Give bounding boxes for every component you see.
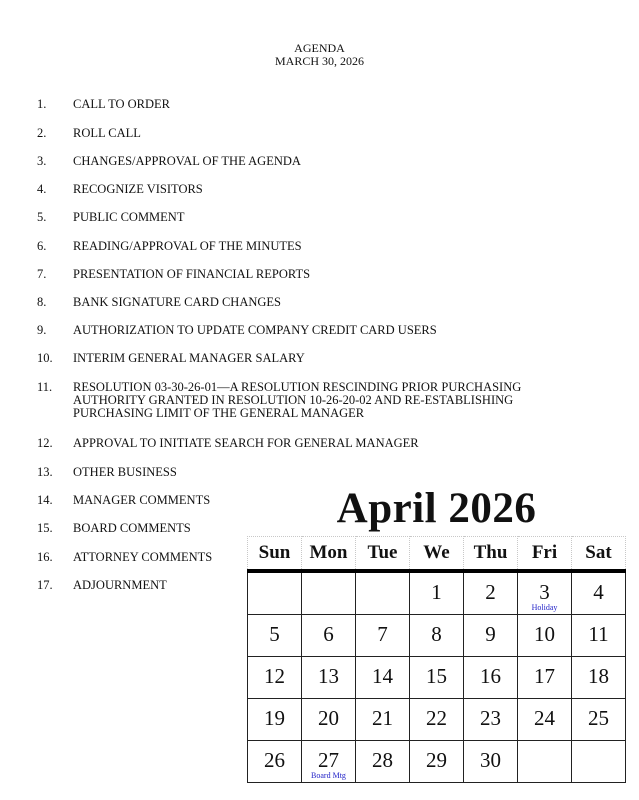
calendar-day-cell: [410, 657, 464, 699]
agenda-item-text: OTHER BUSINESS: [73, 465, 177, 479]
calendar-empty-cell: [356, 571, 410, 615]
agenda-item-number: 10.: [37, 351, 53, 365]
calendar-day-cell: [518, 571, 572, 615]
day-number: 21: [372, 706, 393, 730]
agenda-item-line: RESOLUTION 03-30-26-01—A RESOLUTION RESCINDING PRIOR PURCHASING: [73, 380, 522, 394]
agenda-item-text: PUBLIC COMMENT: [73, 210, 185, 224]
day-number: 20: [318, 706, 339, 730]
agenda-item-line: PURCHASING LIMIT OF THE GENERAL MANAGER: [73, 406, 365, 420]
day-number: 27: [318, 748, 339, 772]
day-number: 9: [485, 622, 496, 646]
calendar-empty-cell: [572, 741, 626, 783]
weekday-label: Mon: [302, 537, 356, 572]
agenda-item-text: CHANGES/APPROVAL OF THE AGENDA: [73, 154, 301, 168]
day-number: 10: [534, 622, 555, 646]
agenda-item-number: 17.: [37, 578, 53, 592]
calendar-day-cell: [572, 615, 626, 657]
agenda-item-number: 14.: [37, 493, 53, 507]
calendar-week-row: [248, 615, 626, 657]
agenda-item-text: [73, 381, 573, 420]
calendar-day-cell: [572, 571, 626, 615]
day-number: 14: [372, 664, 393, 688]
agenda-item-text: BOARD COMMENTS: [73, 521, 191, 535]
agenda-item-text: CALL TO ORDER: [73, 97, 170, 111]
day-number: 3: [539, 580, 550, 604]
weekday-label: Sun: [248, 537, 302, 572]
agenda-item-text: ROLL CALL: [73, 126, 141, 140]
agenda-item-text: ATTORNEY COMMENTS: [73, 550, 213, 564]
day-number: 22: [426, 706, 447, 730]
agenda-item-text: AUTHORIZATION TO UPDATE COMPANY CREDIT CARD USERS: [73, 323, 437, 337]
agenda-item-text: BANK SIGNATURE CARD CHANGES: [73, 295, 282, 309]
calendar-empty-cell: [518, 741, 572, 783]
agenda-item-number: 15.: [37, 521, 53, 535]
calendar-day-cell: [302, 741, 356, 783]
weekday-label: We: [410, 537, 464, 572]
agenda-item-number: 4.: [37, 182, 47, 196]
agenda-item-text: ADJOURNMENT: [73, 578, 167, 592]
agenda-item-number: 8.: [37, 295, 47, 309]
agenda-item-number: 13.: [37, 465, 53, 479]
calendar-week-row: [248, 571, 626, 615]
calendar-week-row: [248, 699, 626, 741]
day-number: 29: [426, 748, 447, 772]
calendar-day-cell: [464, 657, 518, 699]
agenda-date: MARCH 30, 2026: [274, 54, 364, 68]
calendar-grid: [247, 536, 626, 783]
weekday-label: Tue: [356, 537, 410, 572]
agenda-item-number: 5.: [37, 210, 47, 224]
calendar-day-cell: [464, 699, 518, 741]
weekday-label: Fri: [518, 537, 572, 572]
day-number: 6: [323, 622, 334, 646]
calendar-day-cell: [356, 657, 410, 699]
calendar-day-cell: [518, 699, 572, 741]
agenda-item-number: 12.: [37, 436, 53, 450]
day-number: 7: [377, 622, 388, 646]
agenda-item-text: APPROVAL TO INITIATE SEARCH FOR GENERAL MANAGER: [73, 436, 419, 450]
day-number: 8: [431, 622, 442, 646]
day-number: 5: [269, 622, 280, 646]
calendar-day-cell: [356, 741, 410, 783]
agenda-item-text: RECOGNIZE VISITORS: [73, 182, 203, 196]
calendar-day-cell: [464, 571, 518, 615]
agenda-item-text: INTERIM GENERAL MANAGER SALARY: [73, 351, 305, 365]
day-number: 17: [534, 664, 555, 688]
agenda-item-number: 7.: [37, 267, 47, 281]
agenda-item-line: AUTHORITY GRANTED IN RESOLUTION 10-26-20-02 AND RE-ESTABLISHING: [73, 393, 514, 407]
calendar-week-row: [248, 741, 626, 783]
calendar-empty-cell: [302, 571, 356, 615]
agenda-title: AGENDA: [294, 41, 345, 55]
weekday-header-row: [248, 537, 626, 572]
agenda-item-number: 2.: [37, 126, 47, 140]
calendar-day-cell: [518, 657, 572, 699]
agenda-item-number: 6.: [37, 239, 47, 253]
calendar-title: April 2026: [336, 485, 537, 532]
day-number: 19: [264, 706, 285, 730]
calendar-week-row: [248, 657, 626, 699]
day-number: 15: [426, 664, 447, 688]
calendar-day-cell: [572, 657, 626, 699]
day-number: 28: [372, 748, 393, 772]
day-number: 4: [593, 580, 604, 604]
day-number: 23: [480, 706, 501, 730]
agenda-item-text: PRESENTATION OF FINANCIAL REPORTS: [73, 267, 311, 281]
agenda-item-number: 11.: [37, 380, 53, 394]
calendar-day-cell: [464, 615, 518, 657]
agenda-item-number: 16.: [37, 550, 53, 564]
calendar-day-cell: [248, 657, 302, 699]
day-number: 13: [318, 664, 339, 688]
calendar-day-cell: [356, 699, 410, 741]
calendar-day-cell: [410, 615, 464, 657]
day-number: 24: [534, 706, 555, 730]
calendar-day-cell: [248, 699, 302, 741]
agenda-item-number: 9.: [37, 323, 47, 337]
weekday-label: Sat: [572, 537, 626, 572]
calendar-day-cell: [356, 615, 410, 657]
calendar-day-cell: [410, 699, 464, 741]
day-number: 25: [588, 706, 609, 730]
calendar-day-cell: [572, 699, 626, 741]
day-event-note: Board Mtg: [311, 771, 346, 780]
day-number: 12: [264, 664, 285, 688]
calendar-day-cell: [410, 571, 464, 615]
day-number: 11: [588, 622, 609, 646]
calendar-day-cell: [464, 741, 518, 783]
agenda-item-number: 3.: [37, 154, 47, 168]
agenda-item-number: 1.: [37, 97, 47, 111]
calendar-day-cell: [248, 741, 302, 783]
calendar-day-cell: [302, 657, 356, 699]
calendar-day-cell: [518, 615, 572, 657]
day-number: 18: [588, 664, 609, 688]
calendar-day-cell: [302, 699, 356, 741]
day-event-note: Holiday: [531, 603, 558, 612]
calendar-day-cell: [302, 615, 356, 657]
calendar-day-cell: [410, 741, 464, 783]
calendar-day-cell: [248, 615, 302, 657]
day-number: 16: [480, 664, 501, 688]
day-number: 30: [480, 748, 501, 772]
day-number: 2: [485, 580, 496, 604]
agenda-item-text: MANAGER COMMENTS: [73, 493, 211, 507]
day-number: 26: [264, 748, 285, 772]
weekday-label: Thu: [464, 537, 518, 572]
calendar-empty-cell: [248, 571, 302, 615]
agenda-item-text: READING/APPROVAL OF THE MINUTES: [73, 239, 302, 253]
day-number: 1: [431, 580, 442, 604]
